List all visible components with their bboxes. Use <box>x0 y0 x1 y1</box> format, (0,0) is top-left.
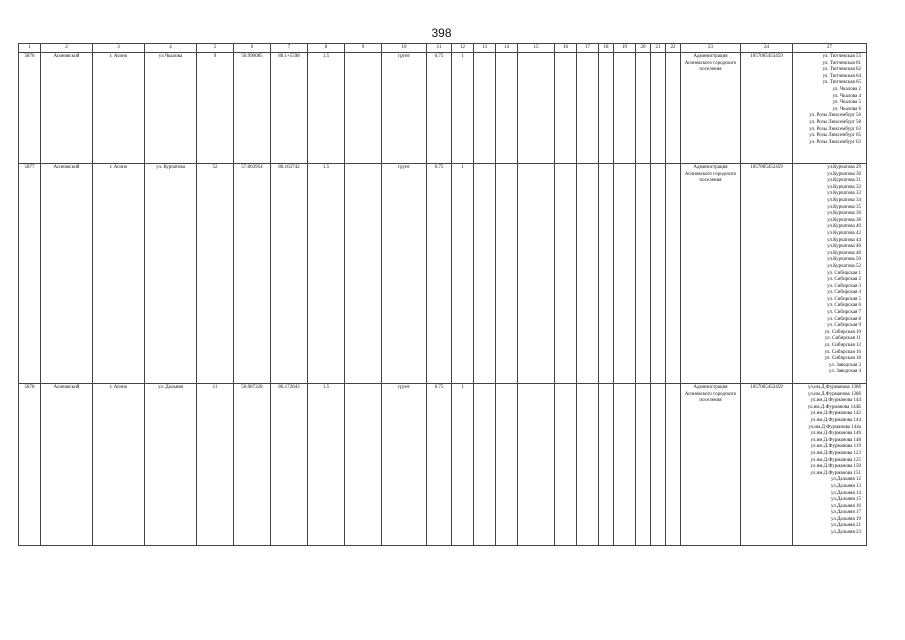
col-header: 9 <box>345 44 382 53</box>
empty-cell <box>474 384 496 546</box>
col-header: 12 <box>452 44 474 53</box>
empty-cell <box>345 53 382 164</box>
longitude: 86.1+5598 <box>271 53 308 164</box>
empty-cell <box>577 53 599 164</box>
col-header: 15 <box>518 44 555 53</box>
record-id: 5878 <box>19 384 41 546</box>
empty-cell <box>651 384 666 546</box>
table-row <box>19 164 867 384</box>
registry-table <box>18 43 867 546</box>
owner: Администрация Асиновского городского поселения <box>681 384 741 546</box>
column-number-row <box>19 44 867 53</box>
empty-cell <box>636 164 651 384</box>
address-line: ул.Курчатова 42 <box>827 230 861 236</box>
address-line: ул.Курчатова 34 <box>827 197 861 203</box>
empty-cell <box>496 53 518 164</box>
address-line: ул.Дальняя 23 <box>831 530 861 536</box>
empty-cell <box>636 53 651 164</box>
address-line: ул.Дальняя 19 <box>831 516 861 522</box>
address-line: ул.Курчатова 30 <box>827 171 861 177</box>
empty-cell <box>614 53 636 164</box>
empty-cell <box>651 53 666 164</box>
col-header: 11 <box>427 44 452 53</box>
address-line: ул. Чкалова 5 <box>832 100 861 106</box>
latitude: 57.003954 <box>234 164 271 384</box>
street: ул. Дальняя <box>145 384 197 546</box>
address-line: ул.Дальняя 13 <box>831 483 861 489</box>
address-line: ул.Курчатова 48 <box>827 250 861 256</box>
col-header: 2 <box>41 44 93 53</box>
address-line: ул. Сибирская 1 <box>827 270 861 276</box>
empty-cell <box>599 384 614 546</box>
empty-cell <box>555 53 577 164</box>
address-line: ул.им.Д.Фурманова 144 <box>810 417 861 423</box>
surface: грунт <box>382 164 427 384</box>
address-line: ул.Курчатова 35 <box>827 204 861 210</box>
street: ул. Курчатова <box>145 164 197 384</box>
col-header: 24 <box>741 44 793 53</box>
volume: 0.75 <box>427 384 452 546</box>
address-line: ул.Курчатова 29 <box>827 165 861 170</box>
area: 1.5 <box>308 164 345 384</box>
address-line: ул. Тютчевская 53 <box>822 54 861 59</box>
page-number: 398 <box>431 26 452 40</box>
address-line: ул. Сибирская 12 <box>824 343 861 349</box>
address-line: ул. Розы Люксембург 63 <box>809 139 861 145</box>
address-line: ул. Тютчевская 61 <box>822 60 861 66</box>
address-line: ул. Сибирская 8 <box>827 316 861 322</box>
count: 1 <box>452 164 474 384</box>
address-line: ул. Сибирская 5 <box>827 296 861 302</box>
address-list <box>793 164 867 384</box>
col-header: 10 <box>382 44 427 53</box>
empty-cell <box>614 384 636 546</box>
address-line: ул.Курчатова 36 <box>827 211 861 217</box>
col-header: 14 <box>496 44 518 53</box>
address-line: ул.им.Д.Фурманова 119 <box>810 444 861 450</box>
address-line: ул.Дальняя 14 <box>831 490 861 496</box>
empty-cell <box>614 164 636 384</box>
count: 1 <box>452 53 474 164</box>
col-header: 3 <box>93 44 145 53</box>
empty-cell <box>496 384 518 546</box>
empty-cell <box>518 384 555 546</box>
col-header: 6 <box>234 44 271 53</box>
empty-cell <box>636 384 651 546</box>
empty-cell <box>599 53 614 164</box>
longitude: 86.163742 <box>271 164 308 384</box>
col-header: 13 <box>474 44 496 53</box>
col-header: 8 <box>308 44 345 53</box>
address-line: ул. Заводская 4 <box>828 369 861 375</box>
address-line: ул.Курчатова 33 <box>827 191 861 197</box>
empty-cell <box>577 164 599 384</box>
owner: Администрация Асиновского городского поселения <box>681 53 741 164</box>
settlement: г. Асино <box>93 53 145 164</box>
address-line: ул.им.Д.Фурманова 150 <box>810 464 861 470</box>
address-line: ул.Дальняя 12 <box>831 477 861 483</box>
address-line: ул.Курчатова 38 <box>827 217 861 223</box>
address-line: ул.Курчатова 50 <box>827 257 861 263</box>
address-line: ул. Чкалова 6 <box>832 106 861 112</box>
col-header: 23 <box>681 44 741 53</box>
address-line: ул. Сибирская 18 <box>824 356 861 362</box>
address-line: ул.им.Д.Фурманова 123 <box>810 450 861 456</box>
table-row <box>19 53 867 164</box>
empty-cell <box>345 384 382 546</box>
longitude: 86.172043 <box>271 384 308 546</box>
owner: Администрация Асиновского городского поселения <box>681 164 741 384</box>
latitude: 56.990085 <box>234 53 271 164</box>
empty-cell <box>345 164 382 384</box>
address-line: ул.им.Д.Фурманова 142 <box>810 411 861 417</box>
empty-cell <box>666 384 681 546</box>
empty-cell <box>518 53 555 164</box>
address-line: ул. Розы Люксембург 65 <box>809 133 861 139</box>
address-line: ул.Курчатова 31 <box>827 178 861 184</box>
address-line: ул.Курчатова 32 <box>827 184 861 190</box>
address-line: ул.им.Д.Фурманова 146 <box>810 431 861 437</box>
address-line: ул. Розы Люксембург 58 <box>809 119 861 125</box>
address-line: ул.Курчатова 46 <box>827 244 861 250</box>
empty-cell <box>666 164 681 384</box>
table-row <box>19 384 867 546</box>
address-line: ул.им.Д.Фурманова 125 <box>810 457 861 463</box>
address-line: ул. Сибирская 7 <box>827 310 861 316</box>
address-line: ул.Курчатова 40 <box>827 224 861 230</box>
record-id: 5876 <box>19 53 41 164</box>
district: Асиновский <box>41 384 93 546</box>
col-header: 22 <box>666 44 681 53</box>
empty-cell <box>555 384 577 546</box>
ogrn: 1057005453459 <box>741 53 793 164</box>
col-header: 21 <box>651 44 666 53</box>
house: 9 <box>197 53 234 164</box>
house: 11 <box>197 384 234 546</box>
empty-cell <box>666 53 681 164</box>
col-header: 18 <box>599 44 614 53</box>
empty-cell <box>474 164 496 384</box>
volume: 0,75 <box>427 53 452 164</box>
address-line: ул. Чкалова 2 <box>832 86 861 92</box>
address-line: ул.Дальняя 17 <box>831 510 861 516</box>
empty-cell <box>496 164 518 384</box>
volume: 0.75 <box>427 164 452 384</box>
latitude: 56.987328 <box>234 384 271 546</box>
ogrn: 1057005452459 <box>741 164 793 384</box>
col-header: 16 <box>555 44 577 53</box>
address-list <box>793 53 867 164</box>
settlement: г. Асино <box>93 384 145 546</box>
house: 52 <box>197 164 234 384</box>
empty-cell <box>474 53 496 164</box>
address-line: ул.им.Д.Фурманова 144 <box>810 398 861 404</box>
address-line: ул. Сибирская 2 <box>827 277 861 283</box>
area: 1.5 <box>308 384 345 546</box>
address-line: ул.им.Д.Фурманова 138б <box>808 385 861 390</box>
address-line: ул. Тютчевская 62 <box>822 67 861 73</box>
address-line: ул.им.Д.Фурманова 151 <box>810 470 861 476</box>
district: Асиновский <box>41 164 93 384</box>
address-line: ул.им.Д.Фурманова 144а <box>808 424 861 430</box>
col-header: 20 <box>636 44 651 53</box>
surface: грунт <box>382 53 427 164</box>
col-header: 5 <box>197 44 234 53</box>
ogrn: 1057005452459 <box>741 384 793 546</box>
settlement: г. Асино <box>93 164 145 384</box>
empty-cell <box>518 164 555 384</box>
address-line: ул. Сибирская 6 <box>827 303 861 309</box>
area: 1,5 <box>308 53 345 164</box>
col-header: 27 <box>793 44 867 53</box>
address-line: ул. Тютчевская 65 <box>822 80 861 86</box>
address-list <box>793 384 867 546</box>
col-header: 7 <box>271 44 308 53</box>
empty-cell <box>651 164 666 384</box>
col-header: 17 <box>577 44 599 53</box>
address-line: ул. Сибирская 4 <box>827 290 861 296</box>
address-line: ул. Сибирская 16 <box>824 349 861 355</box>
address-line: ул.Курчатова 52 <box>827 263 861 269</box>
record-id: 5877 <box>19 164 41 384</box>
address-line: ул.им.Д.Фурманова 148 <box>810 437 861 443</box>
count: 1 <box>452 384 474 546</box>
address-line: ул. Розы Люксембург 56 <box>809 113 861 119</box>
address-line: ул.им.Д.Фурманова 144Б <box>807 404 861 410</box>
address-line: ул.Курчатова 44 <box>827 237 861 243</box>
district: Асиновский <box>41 53 93 164</box>
address-line: ул.Дальняя 16 <box>831 503 861 509</box>
address-line: ул. Тютчевская 64 <box>822 73 861 79</box>
street: ул.Чкалова <box>145 53 197 164</box>
address-line: ул. Сибирская 10 <box>824 329 861 335</box>
empty-cell <box>555 164 577 384</box>
address-line: ул. Сибирская 9 <box>827 323 861 329</box>
address-line: ул. Заводская 3 <box>828 362 861 368</box>
address-line: ул. Чкалова 4 <box>832 93 861 99</box>
address-line: ул. Сибирская 3 <box>827 283 861 289</box>
surface: грунт <box>382 384 427 546</box>
col-header: 1 <box>19 44 41 53</box>
empty-cell <box>599 164 614 384</box>
address-line: ул.Дальняя 21 <box>831 523 861 529</box>
address-line: ул.им.Д.Фурманова 138б <box>808 391 861 397</box>
col-header: 4 <box>145 44 197 53</box>
address-line: ул.Дальняя 15 <box>831 497 861 503</box>
empty-cell <box>577 384 599 546</box>
col-header: 19 <box>614 44 636 53</box>
address-line: ул. Сибирская 11 <box>824 336 861 342</box>
address-line: ул. Розы Люксембург 63 <box>809 126 861 132</box>
